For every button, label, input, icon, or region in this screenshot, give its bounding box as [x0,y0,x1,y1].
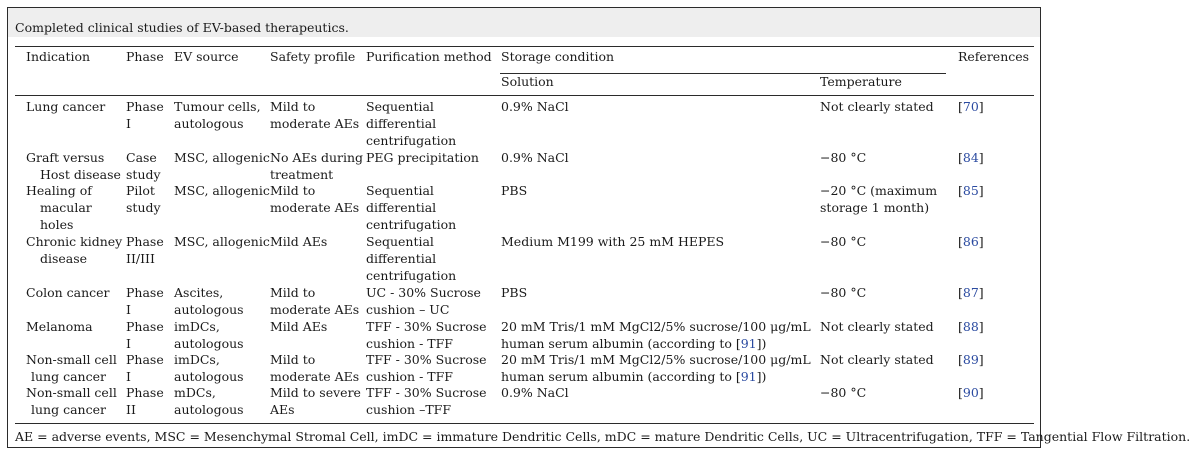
cell-temperature: storage 1 month) [820,200,930,215]
cell-solution: 0.9% NaCl [501,385,569,400]
cell-indication: disease [40,251,88,266]
cell-phase: I [126,369,131,384]
cell-safety: Mild AEs [270,234,328,249]
reference-link[interactable]: 91 [740,336,757,351]
cell-reference: [90] [958,385,984,400]
cell-temperature: −20 °C (maximum [820,183,938,198]
cell-indication: Non-small cell [26,352,117,367]
reference-link[interactable]: 87 [962,285,979,300]
cell-indication: lung cancer [31,369,106,384]
table-footnote: AE = adverse events, MSC = Mesenchymal Stromal Cell, imDC = immature Dendritic Cells, mDC = mature Dendritic Cells, UC = Ultracentrifugation, TFF = Tangential Flow Filtration. [15,429,1190,444]
cell-purification: cushion - TFF [366,369,453,384]
header-indication: Indication [26,49,91,64]
cell-solution: 20 mM Tris/1 mM MgCl2/5% sucrose/100 μg/mL [501,352,811,367]
cell-ev-source: autologous [174,402,244,417]
table-caption: Completed clinical studies of EV-based therapeutics. [15,20,349,35]
header-temperature: Temperature [820,74,902,89]
rule-top [15,46,1034,47]
cell-safety: AEs [270,402,295,417]
header-references: References [958,49,1030,64]
cell-purification: differential [366,200,437,215]
cell-ev-source: Tumour cells, [174,99,261,114]
cell-reference: [85] [958,183,984,198]
reference-link[interactable]: 91 [740,369,757,384]
cell-indication: Graft versus [26,150,105,165]
reference-link[interactable]: 70 [962,99,979,114]
cell-solution: 20 mM Tris/1 mM MgCl2/5% sucrose/100 μg/mL [501,319,811,334]
cell-purification: Sequential [366,234,434,249]
cell-purification: UC - 30% Sucrose [366,285,481,300]
cell-safety: No AEs during [270,150,364,165]
cell-ev-source: autologous [174,336,244,351]
cell-reference: [89] [958,352,984,367]
cell-phase: II/III [126,251,155,266]
rule-header-bottom [15,95,1034,96]
cell-purification: Sequential [366,183,434,198]
cell-purification: cushion – UC [366,302,450,317]
cell-reference: [88] [958,319,984,334]
cell-reference: [87] [958,285,984,300]
cell-ev-source: MSC, allogenic [174,150,270,165]
table-frame [7,7,1190,448]
header-storage: Storage condition [501,49,615,64]
cell-phase: I [126,302,131,317]
cell-solution: PBS [501,285,528,300]
cell-solution: 0.9% NaCl [501,150,569,165]
cell-purification: differential [366,251,437,266]
cell-indication: Colon cancer [26,285,110,300]
cell-purification: PEG precipitation [366,150,479,165]
cell-purification: cushion –TFF [366,402,451,417]
cell-phase: I [126,336,131,351]
cell-indication: Lung cancer [26,99,106,114]
cell-phase: Pilot [126,183,155,198]
cell-phase: study [126,200,161,215]
cell-indication: Host disease [40,167,121,182]
header-safety: Safety profile [270,49,356,64]
cell-phase: Phase [126,319,164,334]
cell-phase: Phase [126,285,164,300]
cell-phase: Case [126,150,157,165]
cell-phase: Phase [126,234,164,249]
cell-phase: Phase [126,385,164,400]
cell-phase: Phase [126,352,164,367]
cell-purification: Sequential [366,99,434,114]
cell-reference: [70] [958,99,984,114]
cell-ev-source: imDCs, [174,352,220,367]
cell-ev-source: autologous [174,302,244,317]
cell-phase: study [126,167,161,182]
cell-safety: Mild to [270,183,316,198]
cell-phase: Phase [126,99,164,114]
cell-temperature: −80 °C [820,234,867,249]
cell-indication: macular [40,200,92,215]
cell-safety: moderate AEs [270,302,360,317]
cell-solution: Medium M199 with 25 mM HEPES [501,234,725,249]
cell-safety: Mild to severe [270,385,361,400]
cell-reference: [86] [958,234,984,249]
cell-solution: human serum albumin (according to [91]) [501,369,767,384]
reference-link[interactable]: 85 [962,183,979,198]
cell-purification: centrifugation [366,268,457,283]
cell-ev-source: autologous [174,369,244,384]
reference-link[interactable]: 84 [962,150,979,165]
header-purification: Purification method [366,49,492,64]
cell-safety: moderate AEs [270,200,360,215]
cell-indication: Chronic kidney [26,234,123,249]
cell-temperature: −80 °C [820,150,867,165]
cell-purification: differential [366,116,437,131]
cell-temperature: −80 °C [820,285,867,300]
cell-safety: Mild to [270,285,316,300]
header-phase: Phase [126,49,164,64]
cell-ev-source: imDCs, [174,319,220,334]
cell-solution: human serum albumin (according to [91]) [501,336,767,351]
header-solution: Solution [501,74,554,89]
cell-indication: Non-small cell [26,385,117,400]
cell-ev-source: MSC, allogenic [174,183,270,198]
cell-ev-source: MSC, allogenic [174,234,270,249]
cell-temperature: Not clearly stated [820,99,934,114]
header-ev-source: EV source [174,49,239,64]
cell-safety: Mild to [270,352,316,367]
cell-safety: moderate AEs [270,369,360,384]
cell-purification: cushion - TFF [366,336,453,351]
cell-purification: TFF - 30% Sucrose [366,352,487,367]
cell-phase: I [126,116,131,131]
cell-safety: Mild AEs [270,319,328,334]
cell-safety: Mild to [270,99,316,114]
cell-temperature: −80 °C [820,385,867,400]
cell-temperature: Not clearly stated [820,319,934,334]
cell-ev-source: mDCs, [174,385,216,400]
rule-bottom [15,423,1034,424]
cell-purification: TFF - 30% Sucrose [366,385,487,400]
cell-solution: 0.9% NaCl [501,99,569,114]
cell-indication: lung cancer [31,402,106,417]
reference-link[interactable]: 90 [962,385,979,400]
cell-ev-source: Ascites, [174,285,224,300]
cell-temperature: Not clearly stated [820,352,934,367]
reference-link[interactable]: 88 [962,319,979,334]
reference-link[interactable]: 89 [962,352,979,367]
cell-ev-source: autologous [174,116,244,131]
cell-purification: centrifugation [366,133,457,148]
cell-purification: centrifugation [366,217,457,232]
cell-solution: PBS [501,183,528,198]
cell-indication: Healing of [26,183,92,198]
cell-safety: treatment [270,167,334,182]
cell-phase: II [126,402,136,417]
cell-purification: TFF - 30% Sucrose [366,319,487,334]
cell-indication: Melanoma [26,319,93,334]
cell-safety: moderate AEs [270,116,360,131]
cell-reference: [84] [958,150,984,165]
reference-link[interactable]: 86 [962,234,979,249]
cell-indication: holes [40,217,74,232]
